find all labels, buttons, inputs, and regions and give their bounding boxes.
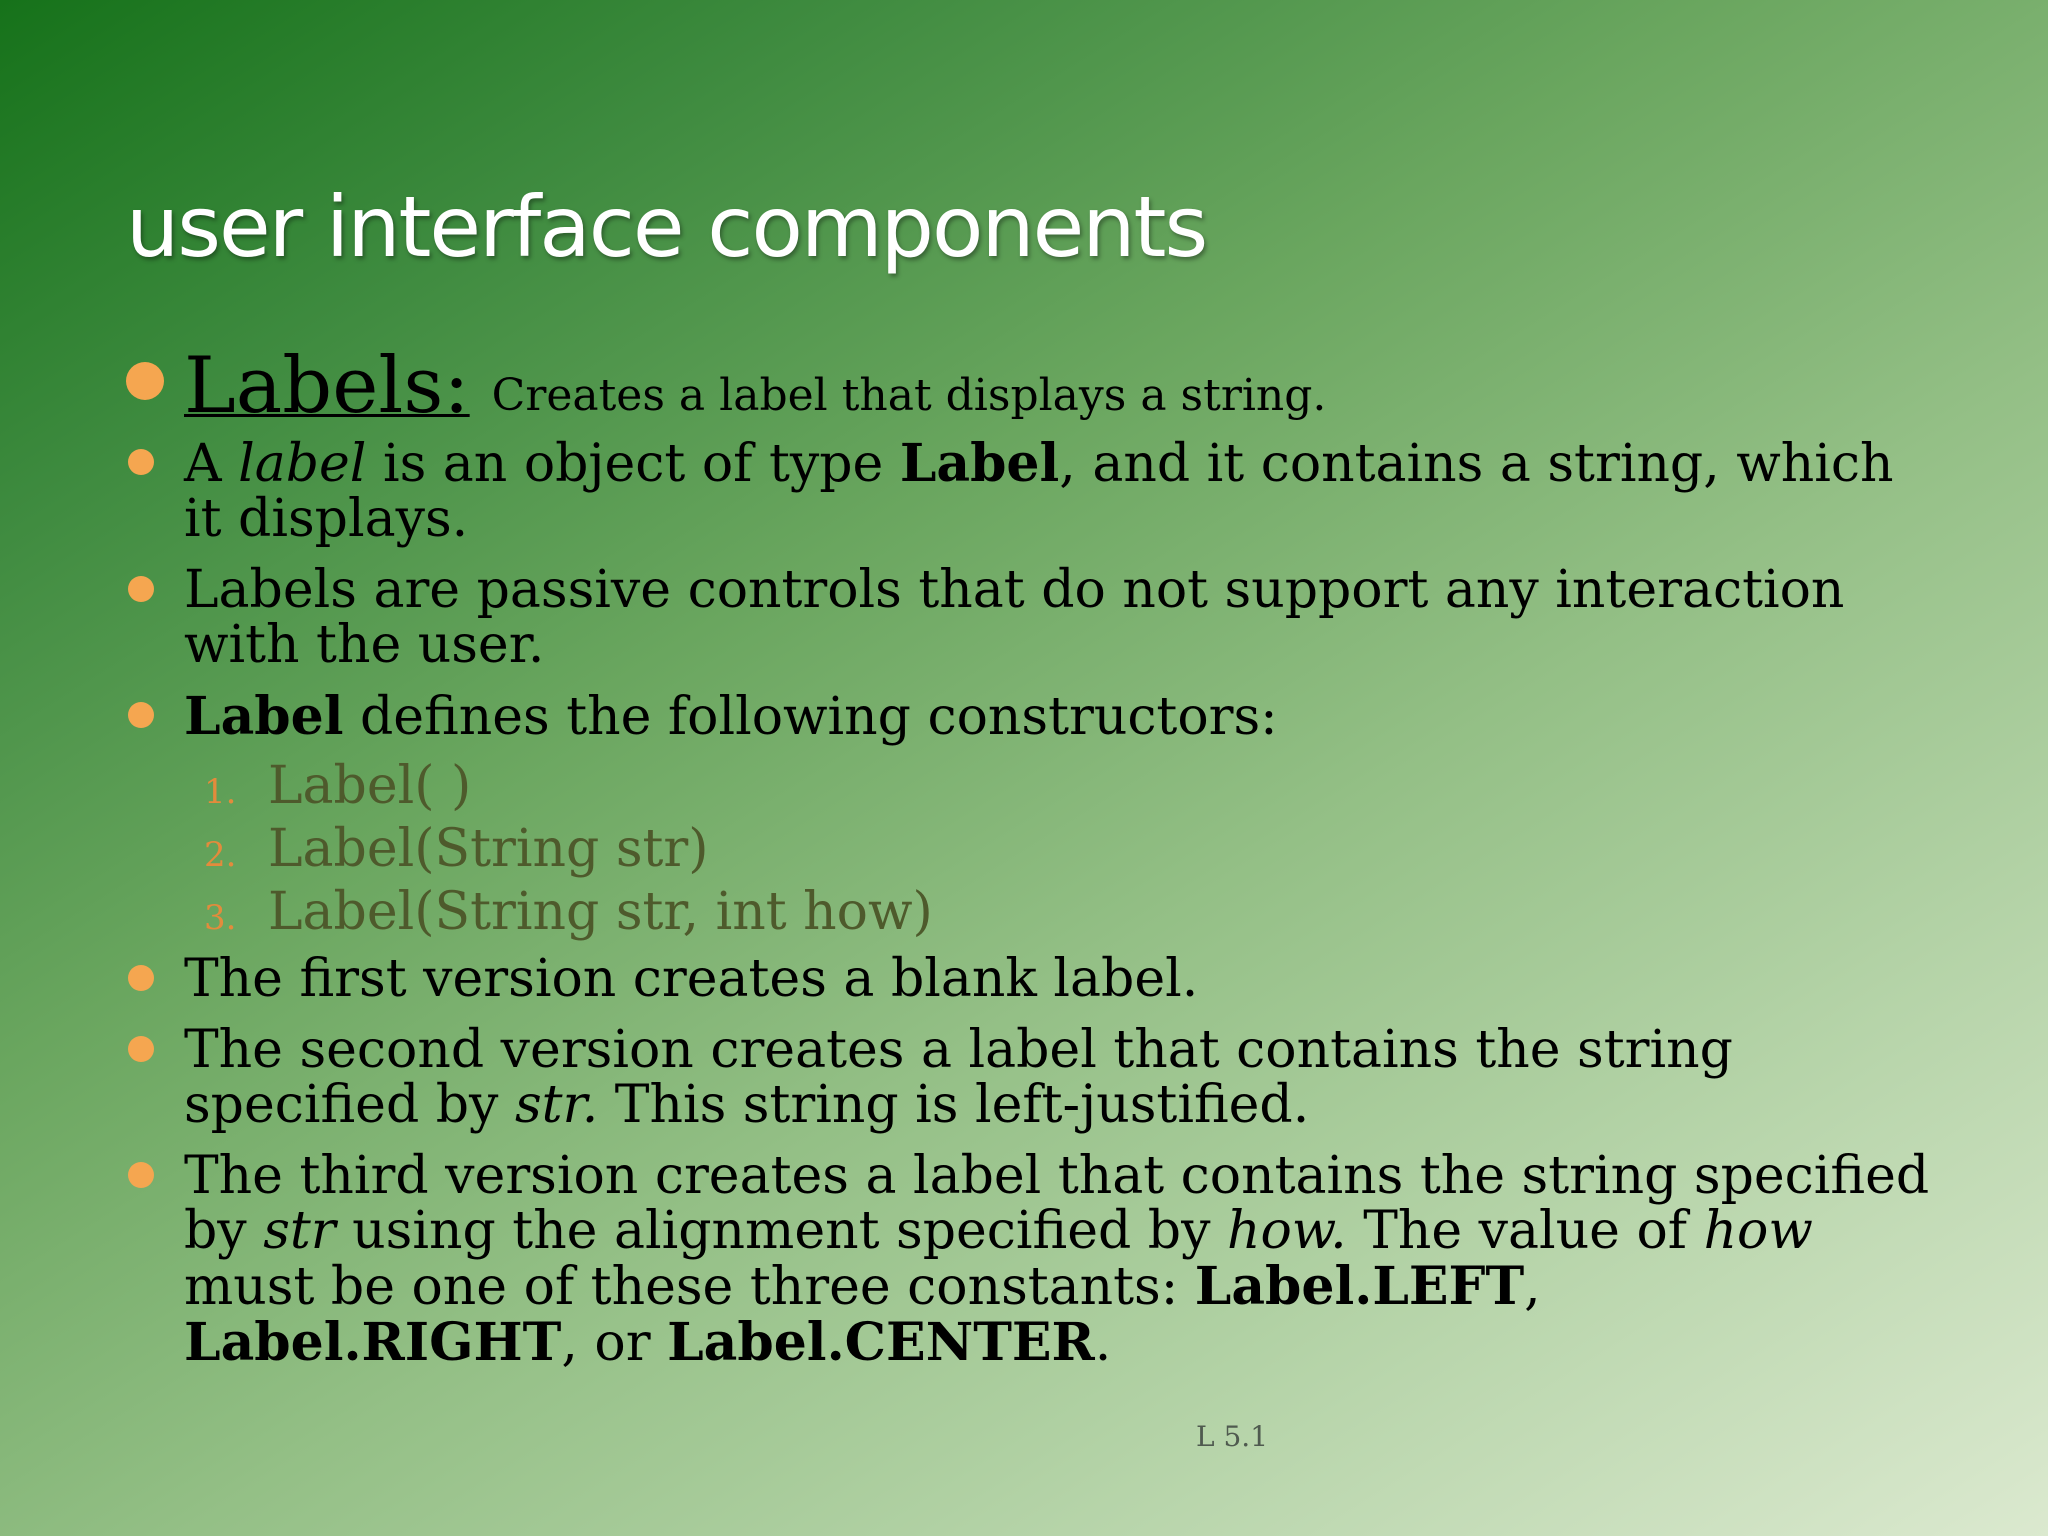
text-run: , and it contains a string, which it displays. [184, 434, 1894, 549]
list-item [126, 881, 1946, 944]
bullet-dot-icon [128, 576, 154, 602]
bold-term: Label [184, 686, 344, 747]
list-item [126, 818, 1946, 881]
bullet-dot-icon [128, 702, 154, 728]
bold-term: Label.LEFT [1194, 1256, 1525, 1317]
italic-term: label [238, 434, 367, 494]
slide-content [126, 340, 1946, 1387]
bullet-dot-icon [128, 1036, 154, 1062]
bold-term: Label.CENTER [667, 1312, 1095, 1373]
italic-term: str. [514, 1075, 599, 1135]
constructor-signature: Label(String str) [268, 819, 709, 879]
text-run: must be one of these three constants: [184, 1257, 1195, 1317]
bullet-label-object [126, 433, 1946, 549]
bullet-second-version [126, 1020, 1946, 1135]
text-run: . [1094, 1313, 1112, 1373]
bullet-passive-controls [126, 560, 1946, 675]
bullet-first-version [126, 949, 1946, 1009]
text-run: Labels are passive controls that do not support any interaction with the user. [184, 560, 1845, 675]
constructor-list [126, 755, 1946, 944]
bullet-constructors-intro [126, 686, 1946, 747]
text-run: using the alignment specified by [335, 1201, 1227, 1261]
bullet-third-version [126, 1146, 1946, 1373]
text-run: defines the following constructors: [343, 687, 1278, 747]
text-run: The third version creates a label that contains the string specified by [184, 1146, 1930, 1261]
list-number: 2. [204, 835, 237, 875]
slide-title: user interface components [126, 178, 1207, 276]
bullet-dot-icon [128, 965, 154, 991]
slide-footer: L 5.1 [1196, 1420, 1269, 1453]
text-run: , or [561, 1313, 668, 1373]
text-run: is an object of type [366, 434, 900, 494]
text-run: The value of [1346, 1201, 1704, 1261]
bullet-dot-icon [126, 362, 164, 400]
labels-heading-description: Creates a label that displays a string. [491, 370, 1327, 421]
list-item [126, 755, 1946, 818]
list-number: 1. [204, 772, 237, 812]
constructor-signature: Label(String str, int how) [268, 882, 933, 942]
text-run: The second version creates a label that contains the string specified by [184, 1020, 1733, 1135]
bullet-dot-icon [128, 449, 154, 475]
italic-term: how [1703, 1201, 1813, 1261]
text-run: , [1524, 1257, 1541, 1317]
text-run: This string is left-justified. [598, 1075, 1310, 1135]
italic-term: str [263, 1201, 336, 1261]
bold-term: Label.RIGHT [184, 1312, 562, 1373]
text-run: The first version creates a blank label. [184, 949, 1199, 1009]
text-run: A [184, 434, 239, 494]
italic-term: how. [1227, 1201, 1347, 1261]
bold-term: Label [899, 433, 1060, 494]
list-number: 3. [204, 898, 237, 938]
constructor-signature: Label( ) [268, 756, 472, 816]
labels-heading: Labels: [184, 341, 470, 431]
bullet-labels-heading [126, 340, 1946, 442]
bullet-dot-icon [128, 1162, 154, 1188]
